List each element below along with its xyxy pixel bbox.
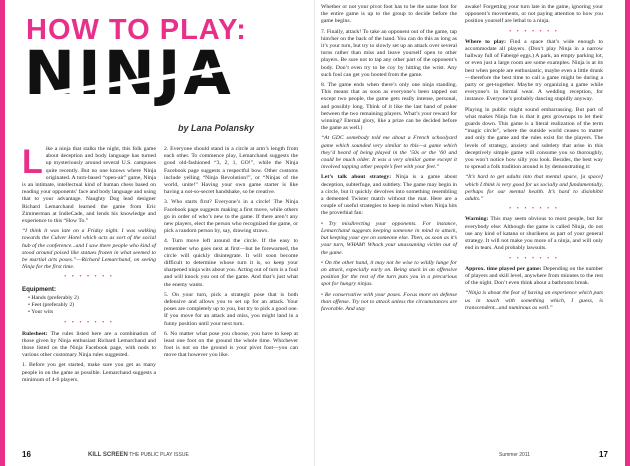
section-divider: • • • • • • • (509, 28, 559, 35)
section-divider: • • • • • • • (64, 274, 114, 281)
drop-cap: L (22, 143, 43, 181)
page-title: NINJA (24, 38, 234, 109)
rule-6: 6. No matter what pose you choose, you have to keep at least one foot on the ground the whole time. Whichever foot is not on the ground is your pivot foot—you can move that however you like. (164, 330, 298, 359)
column-4 (465, 4, 603, 315)
column-3-intro: Whether or not your pivot foot has to be the same foot for the entire game is up to the group to decide before the game begins. (321, 4, 457, 25)
strategy-paragraph: Let’s talk about strategy: Ninja is a game about deception, subterfuge, and subtlety. The game may begin in a circle, but it quickly devolves into something resembling a demented Twister match without the mat. Here are a couple of useful strategies to keep in mind when Ninja hits the proverbial fan: (321, 174, 457, 217)
right-page (315, 0, 630, 466)
page-number-left: 16 (22, 450, 31, 459)
page-edge-stripe (625, 0, 630, 466)
magic-circle-paragraph: Playing in public might sound embarrassing. But part of what makes Ninja fun is that it gets grownups to let their guards down. This game is a literal realization of the term “magic circle”, where the outside world ceases to matter and only the game and the rules exist for the players. The levels of strategy, anxiety and subtlety that arise in this deceptively simple game will consume you so thoroughly, you won’t notice how silly you look. Besides, the best way to spread a folk tradition around is by demonstrating it: (465, 106, 603, 171)
strategy-heading: Let’s talk about strategy: (321, 174, 392, 181)
rule-2: 2. Everyone should stand in a circle at arm’s length from each other. To commence play, Lemarchand suggests the good old-fashioned “3, 2, 1, GO!”, while the Ninja Facebook page suggests a respectful bow. Other customs include yelling “Ninja Revolution!”, or “Ninjas of the world, unite!” Having your own game starter is like having a not-so-secret handshake, so be creative. (164, 146, 298, 196)
where-heading: Where to play: (465, 38, 507, 45)
strategy-tip: • On the other hand, it may not be wise to wildly lunge for an attack, especially early on. Being stuck in an offensive position for the rest of the turn puts you in a precarious spot for hungry ninjas. (321, 259, 457, 288)
column-1 (22, 143, 156, 387)
rule-4: 4. Turn move left around the circle. If the easy to remember who goes next at first—but be forewarned, the circle will quickly disintegrate. It will soon become difficult to determine whose turn it is, so keep your sharpened ninja wits about you. Acting out of turn is a foul and will knock you out of the game. And that’s just what the enemy wants. (164, 238, 298, 288)
equipment-item: • Hands (preferably 2) (28, 295, 156, 302)
strategy-tip: • Be conservative with your poses. Focus more on defense than offense. Try not to attack unless the circumstances are favorable. And stay (321, 291, 458, 312)
equipment-item: • Feet (preferably 2) (28, 302, 156, 309)
section-divider: • • • • • • • (509, 255, 559, 262)
page-edge-stripe (0, 0, 5, 466)
approx-paragraph: Approx. time played per game: Depending on the number of players and skill level, anywhere from minutes to the rest of the night. Don’t even think about a bathroom break. (465, 265, 603, 287)
page-number-right: 17 (599, 450, 608, 459)
rule-7: 7. Finally, attack! To take an opponent out of the game, tap him/her on the back of the hand. You can do this as long as it’s your turn, but try to slowly set up an attack over several turns rather than miss and leave yourself open to other players. Be sure not to tap any other part of the opponent’s body. Don’t even try to be coy by hitting the wrist. Any such foul can get you booted from the game. (321, 28, 457, 78)
rulesheet-paragraph: Rulesheet: The rules listed here are a combination of those given by Ninja enthusiast Richard Lemarchand and those listed on the Ninja Facebook page, with nods to various other customary Ninja rules suggested. (22, 330, 156, 359)
section-divider: • • • • • • • (64, 320, 114, 327)
rule-5: 5. On your turn, pick a strategic pose that is both defensive and allows you to set up for an attack. Your poses are completely up to you, but try to pick a good one. If you move for an attack and miss, you might land in a funny position until your next turn. (164, 291, 298, 327)
gdc-quote: “At GDC somebody told me about a French schoolyard game which sounded very similar to this—a game which they’d heard of being played in the ’50s or the ’60 and could be much older. It was a very similar game except it involved tapping other people’s feet with your feet.” (321, 135, 457, 171)
section-divider: • • • • • • • (509, 206, 559, 213)
strategy-tip: • Try misdirecting your opponents. For instance, Lemarchand suggests keeping someone in mind to attack, but keeping your eye on someone else. Then, as soon as it’s your turn, WHAM! Whack your unassuming victim out of the game. (321, 220, 457, 256)
issue-name: THE PUBLIC PLAY ISSUE (129, 452, 189, 458)
column-3 (321, 4, 457, 316)
warning-paragraph: Warning: This may seem obvious to most people, but for everybody else: Although the game is called Ninja, do not use any kind of katana or shurikens as part of your general strategy. It will not make you more of a ninja, and will only end in tears. And probably lawsuits. (465, 216, 603, 252)
closing-quote: “Ninja is about the fear of having an experience which puts us in touch with something which, I guess, is transcendent...and numinous as well.” (465, 290, 603, 311)
where-paragraph: Where to play: Find a space that’s wide enough to accommodate all players. (Don’t play Ninja in a narrow hallway full of Fabergé eggs.) A park, an empty parking lot, or even just a large room are some examples. Ninja is at its best when people are enthusiastic, maybe even a little drunk—therefore the best time to call a game might be during a party or get-together. Maybe try organizing a game while everyone’s in formal wear. A wedding reception, for instance. Everyone’s probably dancing stupidly anyway. (465, 38, 603, 103)
rule-8: 8. The game ends when there’s only one ninja standing. This means that as soon as everyone’s been tapped out except two people, the game gets really intense, personal, and possibly long. Think of it like the last hand of poker between the two remaining players. What’s your reward for winning? Eternal glory, like a prize can be decided before the game as well.) (321, 82, 457, 132)
adults-quote: “It’s hard to get adults into that mental space, [a space] which I think is very good for us socially and fundamentally, perhaps for our mental health. It’s hard to disinhibit adults.” (465, 174, 603, 203)
rule-1: 1. Before you get started, make sure you get as many people in on the game as possible. Lemarchand suggests a minimum of 4-6 players. (22, 362, 156, 383)
equipment-heading: Equipment: (22, 285, 57, 293)
equipment-item: • Your wits (28, 309, 156, 316)
column-2 (164, 146, 298, 363)
title-kicker: HOW TO PLAY: (26, 14, 247, 46)
byline: by Lana Polansky (178, 123, 255, 133)
column-4-intro: awake! Forgetting your turn late in the game, ignoring your opponent’s movements, or not paying attention to how you position yourself are lethal to a ninja. (465, 4, 603, 25)
equipment-list (28, 295, 156, 317)
approx-heading: Approx. time played per game: (465, 265, 542, 272)
intro-paragraph: Like a ninja that stalks the night, this folk game about deception and body language has turned up mysteriously around several U.S. campuses quite recently. But no one knows where Ninja originated. A turn-based “open-air” game, Ninja is an intimate, intellectual kind of human chess based on reading your opponents’ face and body language and using that to your advantage. Naughty Dog lead designer Richard Lemarchand learned the game from Eric Zimmerman at IndieCade, and lends his knowledge and experience to this “How To.” (22, 143, 156, 225)
intro-quote: “I think it was late on a Friday night. I was walking towards the Culver Hotel which acts as sort of the social hub of the conference...and I saw there people who kind of stood around poised like statues frozen in what seemed to be martial arts poses.”—Richard Lemarchand, on seeing Ninja for the first time. (22, 228, 156, 271)
footer-left (88, 452, 189, 458)
rule-3: 3. Who starts first? Everyone’s in a circle! The Ninja Facebook page suggests making a first move, while others go in order of who’s new to the game. If there aren’t any new players, elect the person who recognized the game, or pick a random person by, say, drawing straws. (164, 199, 298, 235)
magazine-name: KILL SCREEN (88, 452, 128, 458)
warning-heading: Warning: (465, 216, 489, 223)
rulesheet-heading: Rulesheet: (22, 330, 48, 337)
footer-date: Summer 2011 (499, 452, 531, 458)
